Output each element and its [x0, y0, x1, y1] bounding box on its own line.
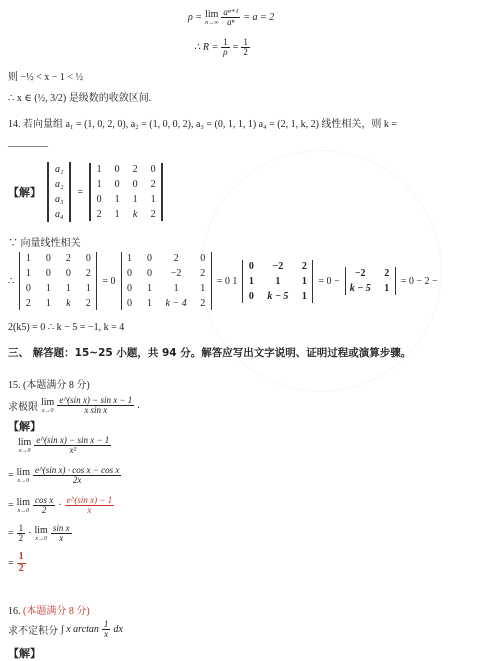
rho-num: aⁿ⁺¹ — [223, 7, 239, 17]
mat-cell: 1 — [150, 194, 156, 205]
det2-cell: 0 — [127, 298, 133, 309]
q16-den: x — [104, 629, 109, 640]
q16-ask — [8, 620, 123, 640]
det4-cell: 1 — [384, 283, 390, 294]
q15-s4-pre-den: 2 — [18, 533, 24, 544]
q14-because: ∵ 向量线性相关 — [8, 238, 81, 249]
q15-s3-b-den: x — [87, 505, 92, 516]
det1-cell: 2 — [65, 253, 71, 264]
det3-cell: 1 — [301, 290, 307, 302]
rho-lim-sub: n→∞ — [205, 19, 219, 26]
det2-cell: 0 — [200, 253, 206, 264]
det1-cell: 0 — [45, 268, 51, 279]
det2-cell: 1 — [147, 283, 153, 294]
det2-cell: 0 — [127, 283, 133, 294]
q14-det-1 — [19, 252, 97, 310]
det2-cell: 1 — [173, 283, 179, 294]
det3-cell: 1 — [248, 275, 254, 287]
det2-cell: 2 — [200, 298, 206, 309]
det1-cell: 0 — [85, 253, 91, 264]
q14-eq01: = 0 1 — [216, 275, 238, 287]
q15-s3-frac-b — [65, 496, 115, 516]
det2-cell: 1 — [127, 253, 133, 264]
q15-s3-a-num: cos x — [34, 495, 54, 505]
q14-det-2 — [121, 252, 212, 310]
det1-cell: 2 — [25, 298, 31, 309]
q15-ask-lim — [41, 398, 54, 414]
q14-eq0: = 0 — [102, 275, 116, 287]
det1-cell: 2 — [85, 298, 91, 309]
q14-eq: = — [77, 186, 84, 198]
q14-eq0minus: = 0 − — [318, 275, 340, 287]
q16-integral: ∫ x arctan — [61, 624, 99, 636]
det3-cell: −2 — [272, 260, 284, 272]
q15-s2-lim-text: lim — [16, 466, 30, 478]
det2-cell: 2 — [200, 268, 206, 279]
section-3-heading: 三、 解答题：15~25 小题，共 94 分。解答应写出文字说明、证明过程或演算步骤。 — [8, 347, 412, 359]
q15-s3-frac-a — [33, 496, 55, 516]
q15-s1-lim — [18, 438, 31, 454]
q16-num: 1 — [103, 619, 109, 629]
q14-therefore: ∴ — [8, 275, 15, 287]
det1-cell: 1 — [85, 283, 91, 294]
q15-s3-eq: = — [8, 500, 14, 512]
mat-cell: 0 — [114, 179, 120, 190]
det1-cell: 1 — [45, 298, 51, 309]
q14-vector-entry: a₂ — [55, 179, 64, 190]
q16-title-text: (本题满分 8 分) — [23, 606, 90, 617]
q15-s3-lim — [17, 498, 30, 514]
q14-final: 2(k5) = 0 ∴ k − 5 = −1, k = 4 — [8, 322, 125, 333]
q15-s4-pre-num: 1 — [18, 523, 24, 533]
q15-s2-lim-sub: x→0 — [17, 477, 30, 484]
q15-ask-lim-text: lim — [41, 396, 55, 408]
q15-s4-den: x — [59, 533, 64, 544]
det2-cell: k − 4 — [165, 298, 187, 309]
q15-ask-den: x sin x — [84, 405, 108, 416]
mat-cell: 2 — [132, 164, 138, 175]
det3-cell: k − 5 — [267, 290, 289, 302]
q14-text — [8, 116, 488, 152]
q15-s3-lim-sub: x→0 — [17, 507, 30, 514]
conclusion-line: ∴ x ∈ (½, 3/2) 是级数的收敛区间. — [8, 93, 152, 104]
mat-cell: 0 — [96, 194, 102, 205]
radius-formula — [194, 38, 250, 58]
q15-ask-num: e^(sin x) − sin x − 1 — [59, 395, 133, 405]
r-den: ρ — [223, 47, 228, 58]
rho-den: aⁿ — [227, 17, 235, 28]
q15-ask-frac — [57, 396, 134, 416]
mat-cell: 1 — [96, 164, 102, 175]
r-eq: = — [232, 42, 239, 54]
rho-lhs: ρ = — [188, 12, 203, 24]
mat-cell: k — [132, 209, 138, 220]
det1-cell: 0 — [45, 253, 51, 264]
q15-s3-b-num: e^(sin x) − 1 — [66, 495, 113, 505]
q15-s4-pre — [17, 524, 26, 544]
rho-limit — [205, 10, 218, 26]
det1-cell: 1 — [65, 283, 71, 294]
mat-cell: 1 — [114, 209, 120, 220]
q15-title: 15. (本题满分 8 分) — [8, 380, 90, 391]
q16-ask-prefix: 求不定积分 — [8, 626, 58, 638]
q14-det-3 — [242, 260, 313, 303]
q14-matrix-eq — [8, 162, 163, 222]
q15-s4-lim-sub: x→0 — [35, 535, 47, 542]
det1-cell: 2 — [85, 268, 91, 279]
mat-cell: 1 — [132, 194, 138, 205]
q15-step-4 — [8, 524, 72, 544]
mat-cell: 2 — [96, 209, 102, 220]
q15-s3-dot: · — [58, 500, 62, 512]
q15-s4-eq: = — [8, 528, 14, 540]
q15-s2-eq: = — [8, 470, 14, 482]
q15-s3-a-den: 2 — [41, 505, 47, 516]
q15-answer — [8, 552, 26, 574]
q15-ask — [8, 396, 140, 416]
det2-cell: 0 — [147, 253, 153, 264]
det2-cell: 0 — [127, 268, 133, 279]
q16-dx: dx — [113, 624, 123, 636]
q14-eq-tail: = 0 − 2 − — [400, 275, 438, 287]
det1-cell: k — [66, 298, 71, 309]
rho-formula — [188, 8, 274, 28]
q14-statement: 14. 若向量组 a₁ = (1, 0, 2, 0), a₂ = (1, 0, 0, 2), a₃ = (0, 1, 1, 1) a₄ = (2, 1, k, 2) 线性相关，则 k = — [8, 119, 398, 130]
q15-ask-lim-sub: x→0 — [41, 407, 54, 414]
q14-matrix — [89, 163, 163, 221]
q15-step-2 — [8, 466, 121, 486]
mat-cell: 0 — [150, 164, 156, 175]
det1-cell: 1 — [25, 268, 31, 279]
det2-cell: 0 — [147, 268, 153, 279]
r-num2: 1 — [243, 37, 248, 47]
q15-s4-lim — [34, 526, 47, 542]
mat-cell: 1 — [96, 179, 102, 190]
q15-ans-eq: = — [8, 557, 14, 569]
q14-det-4 — [345, 267, 396, 295]
q14-det-chain — [8, 252, 438, 310]
det3-cell: 0 — [248, 290, 254, 302]
r-prefix: ∴ R = — [194, 42, 219, 54]
r-fraction-2 — [241, 38, 250, 58]
interval-line: 则 −½ < x − 1 < ½ — [8, 72, 84, 83]
q15-step-3 — [8, 496, 114, 516]
det2-cell: 1 — [200, 283, 206, 294]
rho-lim-text: lim — [205, 8, 219, 20]
mat-cell: 2 — [150, 179, 156, 190]
q15-s1-lim-text: lim — [18, 436, 32, 448]
q16-frac — [102, 620, 111, 640]
q14-vector-entry: a₃ — [55, 194, 64, 205]
q15-solution-label: 【解】 — [8, 420, 41, 433]
det2-cell: 1 — [147, 298, 153, 309]
det2-cell: −2 — [170, 268, 182, 279]
det4-cell: k − 5 — [349, 283, 371, 294]
det1-cell: 0 — [65, 268, 71, 279]
q15-s2-den: 2x — [72, 475, 82, 486]
q15-ans-frac — [17, 552, 26, 574]
q15-ans-den: 2 — [18, 562, 24, 574]
q15-s4-frac — [51, 524, 72, 544]
q15-s2-frac — [33, 466, 121, 486]
r-fraction-1 — [221, 38, 230, 58]
q15-s4-dot: · — [28, 528, 32, 540]
det3-cell: 1 — [275, 275, 281, 287]
q15-s3-lim-text: lim — [16, 496, 30, 508]
rho-rhs: = a = 2 — [243, 12, 275, 24]
q16-title — [8, 602, 90, 617]
det3-cell: 2 — [301, 260, 307, 272]
mat-cell: 0 — [114, 164, 120, 175]
q14-blank: ________ — [8, 137, 48, 148]
det1-cell: 1 — [25, 253, 31, 264]
det4-cell: −2 — [354, 268, 366, 279]
det1-cell: 0 — [25, 283, 31, 294]
q14-vector-entry: a₄ — [55, 209, 64, 220]
rho-fraction — [221, 8, 240, 28]
q15-ans-num: 1 — [18, 551, 24, 562]
q15-s4-lim-text: lim — [34, 524, 48, 536]
q14-solution-label: 【解】 — [8, 186, 41, 199]
r-den2: 2 — [243, 47, 248, 58]
det2-cell: 2 — [173, 253, 179, 264]
q16-solution-label: 【解】 — [8, 647, 41, 660]
mat-cell: 1 — [114, 194, 120, 205]
mat-cell: 2 — [150, 209, 156, 220]
q15-s2-lim — [17, 468, 30, 484]
det4-cell: 2 — [384, 268, 390, 279]
det1-cell: 1 — [45, 283, 51, 294]
q15-ask-prefix: 求极限 — [8, 402, 38, 414]
q14-vector — [47, 162, 71, 222]
mat-cell: 0 — [132, 179, 138, 190]
q15-s1-lim-sub: x→0 — [18, 447, 31, 454]
q14-vector-entry: a₁ — [55, 164, 64, 175]
q15-s1-den: x² — [69, 445, 77, 456]
q15-s4-num: sin x — [52, 523, 70, 533]
q15-step-1 — [18, 436, 111, 456]
det3-cell: 0 — [248, 260, 254, 272]
q15-s1-frac — [34, 436, 111, 456]
q15-ask-end: . — [137, 400, 140, 412]
q15-s2-num: e^(sin x) · cos x − cos x — [34, 465, 120, 475]
det3-cell: 1 — [301, 275, 307, 287]
q15-s1-num: e^(sin x) − sin x − 1 — [36, 435, 110, 445]
q16-title-num: 16. — [8, 606, 21, 617]
r-num: 1 — [223, 37, 228, 47]
